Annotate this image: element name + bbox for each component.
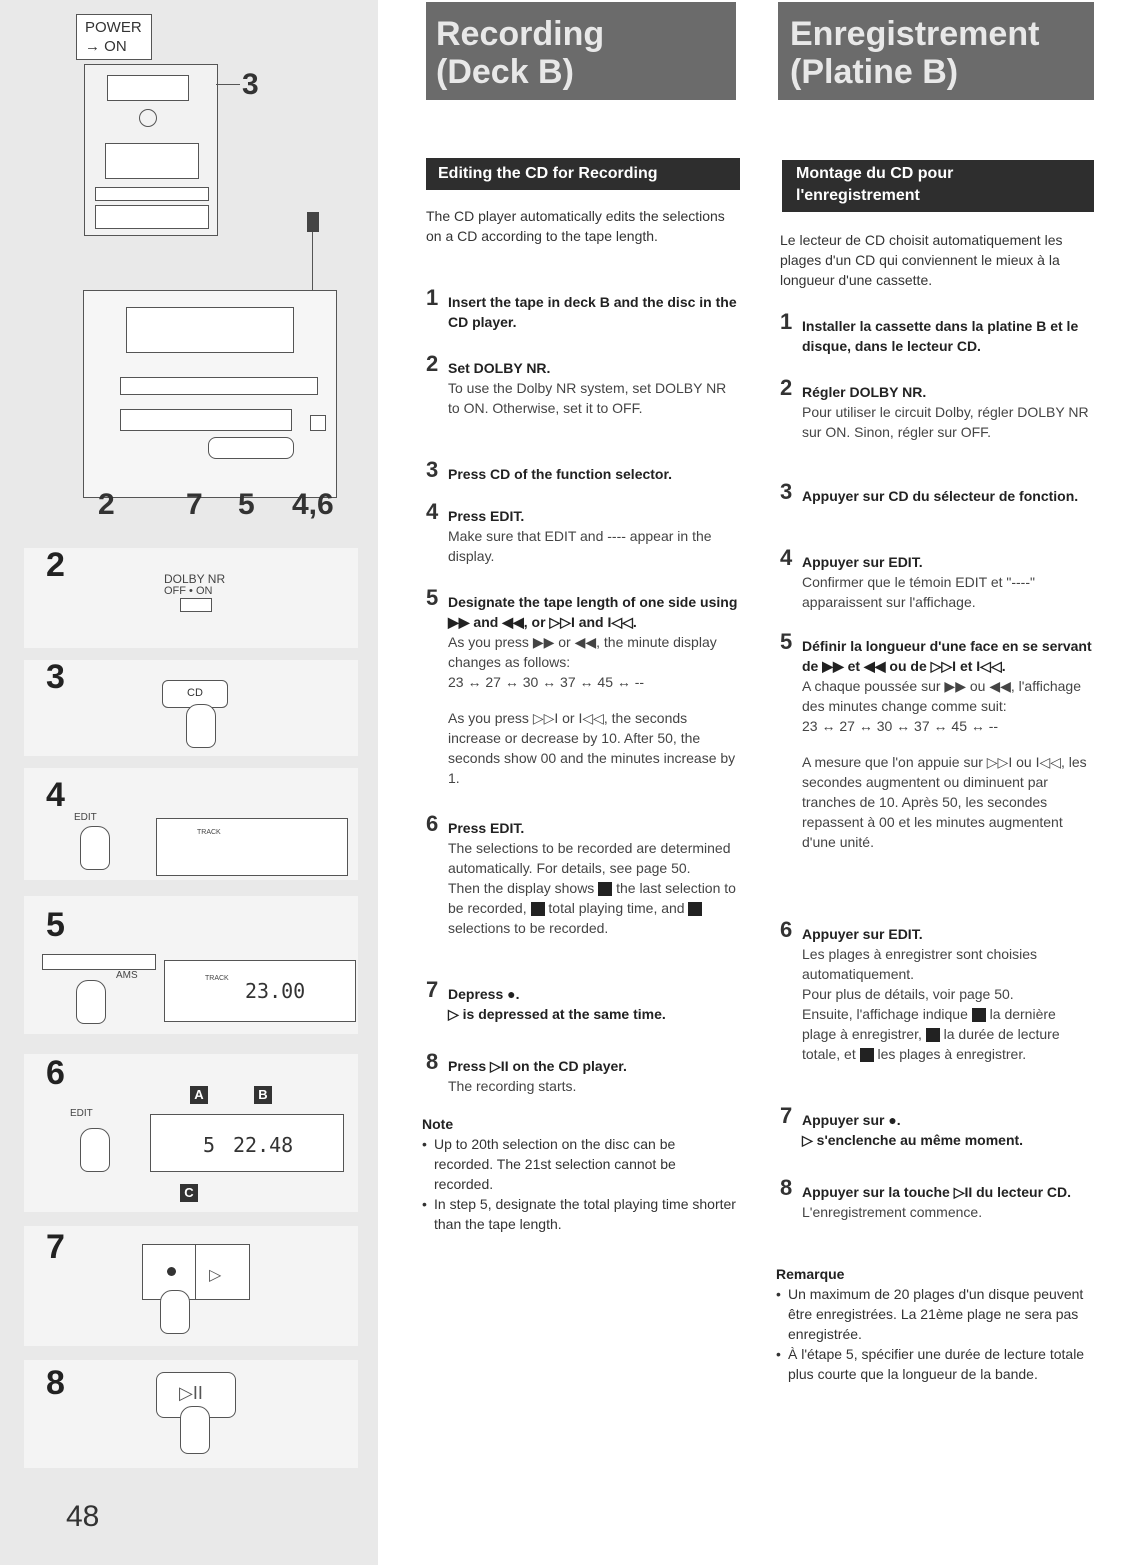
step-number-2: 2: [46, 546, 65, 584]
english-header-title: Recording: [436, 15, 605, 53]
finger-icon: [180, 1406, 210, 1454]
lcd-display-step5: [164, 960, 356, 1022]
detail-cd-tray: [120, 409, 292, 431]
step-number-7: 7: [46, 1228, 65, 1266]
french-step-3: 3 Appuyer sur CD du sélecteur de fonction.: [780, 479, 1079, 504]
french-step-1: 1 Installer la cassette dans la platine B et le disque, dans le lecteur CD.: [780, 309, 1079, 354]
detail-transport-row: [120, 377, 318, 395]
power-on-label: → ON: [85, 38, 127, 55]
record-play-buttons: [142, 1244, 250, 1300]
finger-icon: [186, 704, 216, 748]
marker-a-icon: [598, 882, 612, 896]
english-step-3: 3 Press CD of the function selector.: [426, 457, 673, 482]
finger-icon: [80, 826, 110, 870]
lcd-display-step4: [156, 818, 348, 876]
callout-4-6: 4,6: [292, 488, 334, 521]
step-number-6: 6: [46, 1054, 65, 1092]
record-dot-icon: [167, 1267, 176, 1276]
stereo-unit-detail: [83, 290, 337, 498]
edit-caption: EDIT: [74, 812, 97, 823]
detail-cd-buttons: [208, 437, 294, 459]
finger-icon: [76, 980, 106, 1024]
marker-c: C: [180, 1184, 198, 1202]
unit-tape-deck: [105, 143, 199, 179]
page-number: 48: [66, 1500, 100, 1533]
unit-display: [107, 75, 189, 101]
french-step-6: 6 Appuyer sur EDIT. Les plages à enregistrer sont choisies automatiquement. Pour plus de détails, voir page 50. Ensuite, l'affichage indique la dernière plage à enregistrer, la durée de lecture totale, et les plages à enregistrer.: [780, 917, 1060, 1062]
french-step-4: 4 Appuyer sur EDIT. Confirmer que le témoin EDIT et "----" apparaissent sur l'affichage.: [780, 545, 1035, 610]
english-note: [422, 1114, 736, 1234]
detail-deck-window: [126, 307, 294, 353]
marker-c-icon: [688, 902, 702, 916]
french-header-title: Enregistrement: [790, 15, 1040, 53]
note-item: • Un maximum de 20 plages d'un disque peuvent être enregistrées. La 21ème plage ne sera pas enregistrée.: [776, 1284, 1090, 1344]
marker-a: A: [190, 1086, 208, 1104]
callout-7: 7: [186, 488, 203, 521]
ams-caption: AMS: [116, 970, 138, 981]
lcd-track-label: TRACK: [205, 975, 229, 982]
french-header-subtitle: (Platine B): [790, 53, 959, 91]
unit-lower: [95, 205, 209, 229]
power-label-box: [76, 14, 152, 60]
french-step-8: 8 Appuyer sur la touche ▷II du lecteur CD. L'enregistrement commence.: [780, 1175, 1072, 1220]
step-number-4: 4: [46, 776, 65, 814]
english-step-1: 1 Insert the tape in deck B and the disc in the CD player.: [426, 285, 737, 330]
unit-knob: [139, 109, 157, 127]
callout-2: 2: [98, 488, 115, 521]
callout-line-3: [216, 84, 240, 85]
french-step-7: 7 Appuyer sur ●. ▷ s'enclenche au même moment.: [780, 1103, 1024, 1148]
marker-b-icon: [531, 902, 545, 916]
note-title: Note: [422, 1116, 454, 1132]
power-label: POWER: [85, 19, 142, 36]
english-step-5: 5 Designate the tape length of one side using ▶▶ and ◀◀, or ▷▷I and I◁◁. As you press ▶▶ or ◀◀, the minute display changes as follows: 23 ↔ 27 ↔ 30 ↔ 37 ↔ 45 ↔ -- As you press ▷▷I or I◁◁, the seconds increase or decrease by 10. After 50, the seconds show 00 and the minutes increase by 1.: [426, 585, 738, 786]
finger-icon: [160, 1290, 190, 1334]
french-note: [776, 1264, 1090, 1384]
lcd-display-step6: [150, 1114, 344, 1172]
note-item: • In step 5, designate the total playing time shorter than the tape length.: [422, 1194, 736, 1234]
french-intro: Le lecteur de CD choisit automatiquement les plages d'un CD qui conviennent le mieux à la longueur d'une cassette.: [780, 232, 1063, 288]
play-triangle-icon: ▷: [209, 1267, 222, 1284]
cd-button-label: CD: [187, 687, 203, 699]
step-number-8: 8: [46, 1364, 65, 1402]
english-intro: The CD player automatically edits the selections on a CD according to the tape length.: [426, 208, 725, 244]
lcd-time-value: 23.00: [245, 979, 306, 1003]
lcd-time-value: 22.48: [233, 1133, 294, 1157]
dolby-switch: [180, 598, 212, 612]
english-step-8: 8 Press ▷II on the CD player. The recording starts.: [426, 1049, 627, 1094]
note-item: • Up to 20th selection on the disc can be recorded. The 21st selection cannot be recorded.: [422, 1134, 736, 1194]
illustration-sidebar: [0, 0, 378, 1565]
english-header-subtitle: (Deck B): [436, 53, 574, 91]
lcd-track-label: TRACK: [197, 829, 221, 836]
french-header: [778, 2, 1094, 100]
transport-buttons: [42, 954, 156, 970]
english-section-title: Editing the CD for Recording: [426, 158, 740, 190]
english-step-4: 4 Press EDIT. Make sure that EDIT and ---- appear in the display.: [426, 499, 712, 564]
english-header: [426, 2, 736, 100]
english-step-2: 2 Set DOLBY NR. To use the Dolby NR system, set DOLBY NR to ON. Otherwise, set it to OFF.: [426, 351, 727, 416]
note-title: Remarque: [776, 1266, 845, 1282]
marker-b-icon: [926, 1028, 940, 1042]
french-step-5: 5 Définir la longueur d'une face en se servant de ▶▶ et ◀◀ ou de ▷▷I et I◁◁. A chaque poussée sur ▶▶ ou ◀◀, l'affichage des minutes change comme suit: 23 ↔ 27 ↔ 30 ↔ 37 ↔ 45 ↔ -- A mesure que l'on appuie sur ▷▷I ou I◁◁, les secondes augmentent ou diminuent par tranches de 10. Après 50, les secondes repassent à 00 et les minutes augmentent d'une unité.: [780, 629, 1092, 850]
step-number-5: 5: [46, 906, 65, 944]
english-step-6: 6 Press EDIT. The selections to be recorded are determined automatically. For details, see page 50. Then the display shows the last selection to be recorded, total playing time, and selections to be recorded.: [426, 811, 736, 936]
unit-buttons: [95, 187, 209, 201]
step-number-3: 3: [46, 658, 65, 696]
detail-edit-button: [310, 415, 326, 431]
callout-3: 3: [242, 68, 259, 101]
note-item: • À l'étape 5, spécifier une durée de lecture totale plus courte que la longueur de la bande.: [776, 1344, 1090, 1384]
dolby-switch-caption: OFF • ON: [164, 585, 213, 597]
callout-marker-8: [307, 212, 319, 232]
dolby-caption: DOLBY NR: [164, 572, 226, 586]
english-step-7: 7 Depress ●. ▷ is depressed at the same time.: [426, 977, 666, 1022]
callout-5: 5: [238, 488, 255, 521]
divider: [195, 1245, 196, 1299]
lcd-track-number: 5: [203, 1133, 216, 1157]
marker-a-icon: [972, 1008, 986, 1022]
stereo-unit-top: [84, 64, 218, 236]
french-step-2: 2 Régler DOLBY NR. Pour utiliser le circuit Dolby, régler DOLBY NR sur ON. Sinon, régler sur OFF.: [780, 375, 1089, 440]
french-section-title: Montage du CD pour l'enregistrement: [782, 160, 1094, 212]
edit-caption: EDIT: [70, 1108, 93, 1119]
marker-c-icon: [860, 1048, 874, 1062]
play-pause-icon: ▷II: [179, 1383, 203, 1403]
marker-b: B: [254, 1086, 272, 1104]
finger-icon: [80, 1128, 110, 1172]
